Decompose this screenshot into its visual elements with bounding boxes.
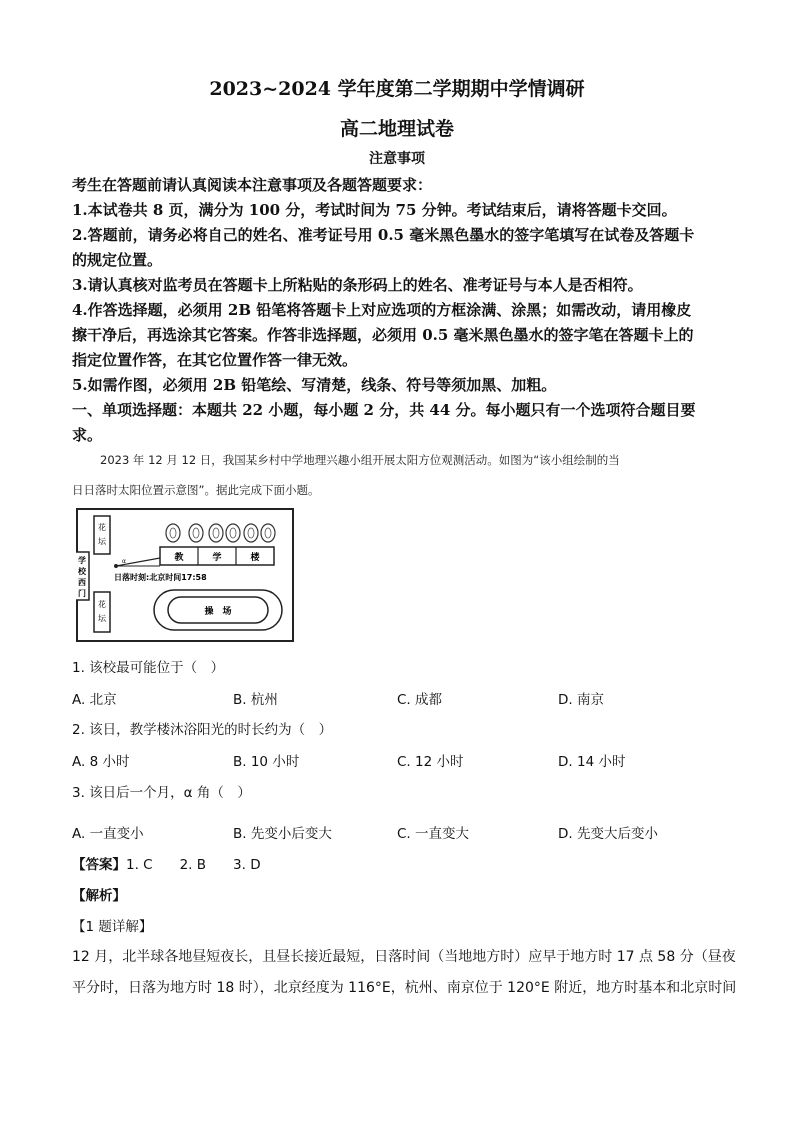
flowerbed-top-label-2: 坛 bbox=[98, 537, 106, 546]
gate-char: 校 bbox=[78, 567, 86, 576]
flowerbed-bottom bbox=[94, 592, 110, 632]
section-heading: 求。 bbox=[72, 426, 103, 444]
playground-label: 操 场 bbox=[204, 607, 232, 617]
question-stem: 1. 该校最可能位于（ ） bbox=[72, 660, 225, 676]
tree-icon bbox=[189, 524, 203, 542]
analysis-row bbox=[72, 884, 732, 904]
notice-line: 1.本试卷共 8 页，满分为 100 分，考试时间为 75 分钟。考试结束后，请将答题卡交回。 bbox=[72, 201, 677, 219]
sunset-time-label: 日落时刻:北京时间17:58 bbox=[114, 573, 207, 582]
analysis-line: 12 月，北半球各地昼短夜长，且昼长接近最短，日落时间（当地地方时）应早于地方时 17 点 58 分（昼夜 bbox=[72, 949, 736, 965]
gate-char: 门 bbox=[78, 589, 86, 598]
question-option: C. 一直变大 bbox=[397, 826, 470, 842]
notice-line: 3.请认真核对监考员在答题卡上所粘贴的条形码上的姓名、准考证号与本人是否相符。 bbox=[72, 276, 643, 294]
question-option: B. 先变小后变大 bbox=[233, 826, 332, 842]
exam-subtitle: 高二地理试卷 bbox=[339, 118, 454, 140]
tree-icon bbox=[244, 524, 258, 542]
section-heading: 一、单项选择题：本题共 22 小题，每小题 2 分，共 44 分。每小题只有一个选项符合题目要 bbox=[72, 401, 696, 419]
question-stem: 2. 该日，教学楼沐浴阳光的时长约为（ ） bbox=[72, 722, 333, 738]
building-char: 楼 bbox=[250, 553, 260, 563]
flowerbed-bottom-label-2: 坛 bbox=[98, 614, 106, 623]
notice-line: 擦干净后，再选涂其它答案。作答非选择题，必须用 0.5 毫米黑色墨水的签字笔在答题卡上的 bbox=[72, 326, 694, 344]
sun-marker bbox=[114, 564, 118, 568]
notice-line: 指定位置作答，在其它位置作答一律无效。 bbox=[72, 351, 358, 369]
analysis-line: 平分时，日落为地方时 18 时），北京经度为 116°E，杭州、南京位于 120°E 附近，地方时基本和北京时间 bbox=[72, 980, 737, 996]
question-option: D. 先变大后变小 bbox=[558, 826, 658, 842]
building-char: 教 bbox=[174, 553, 184, 563]
school-sunset-diagram bbox=[76, 508, 294, 642]
notice-line: 5.如需作图，必须用 2B 铅笔绘、写清楚，线条、符号等须加黑、加粗。 bbox=[72, 376, 557, 394]
building-char: 学 bbox=[212, 553, 222, 563]
flowerbed-bottom-label-1: 花 bbox=[98, 600, 106, 609]
analysis-label: 【解析】 bbox=[72, 888, 126, 904]
question-option: B. 杭州 bbox=[233, 692, 278, 708]
tree-icon bbox=[209, 524, 223, 542]
flowerbed-top bbox=[94, 516, 110, 554]
answer-row bbox=[72, 853, 732, 873]
notice-line: 4.作答选择题，必须用 2B 铅笔将答题卡上对应选项的方框涂满、涂黑；如需改动，请用橡皮 bbox=[72, 301, 692, 319]
notice-title: 注意事项 bbox=[369, 151, 425, 167]
teaching-building bbox=[160, 547, 274, 565]
question-option: A. 一直变小 bbox=[72, 826, 144, 842]
gate-char: 学 bbox=[78, 556, 86, 565]
tree-icon bbox=[261, 524, 275, 542]
tree-icon bbox=[166, 524, 180, 542]
answer-items: 1. C 2. B 3. D bbox=[126, 857, 261, 873]
alpha-label: α bbox=[122, 558, 126, 565]
exam-title: 2023~2024 学年度第二学期期中学情调研 bbox=[209, 78, 585, 100]
question-option: B. 10 小时 bbox=[233, 754, 300, 770]
intro-line: 2023 年 12 月 12 日，我国某乡村中学地理兴趣小组开展太阳方位观测活动。如图为“该小组绘制的当 bbox=[100, 453, 620, 467]
intro-line: 日日落时太阳位置示意图”。据此完成下面小题。 bbox=[72, 483, 320, 497]
question-stem: 3. 该日后一个月，α 角（ ） bbox=[72, 785, 251, 801]
flowerbed-top-label-1: 花 bbox=[98, 523, 106, 532]
question-option: A. 8 小时 bbox=[72, 754, 130, 770]
question-option: D. 南京 bbox=[558, 692, 604, 708]
notice-line: 考生在答题前请认真阅读本注意事项及各题答题要求： bbox=[72, 176, 433, 194]
tree-icon bbox=[226, 524, 240, 542]
answer-label: 【答案】 bbox=[72, 857, 126, 873]
notice-line: 的规定位置。 bbox=[72, 251, 163, 269]
question-option: D. 14 小时 bbox=[558, 754, 626, 770]
diagram-svg bbox=[76, 508, 294, 642]
question-option: A. 北京 bbox=[72, 692, 117, 708]
gate-char: 西 bbox=[78, 578, 86, 587]
question-option: C. 成都 bbox=[397, 692, 443, 708]
question-option: C. 12 小时 bbox=[397, 754, 464, 770]
analysis-subheading: 【1 题详解】 bbox=[72, 919, 153, 935]
notice-line: 2.答题前，请务必将自己的姓名、准考证号用 0.5 毫米黑色墨水的签字笔填写在试卷及答题卡 bbox=[72, 226, 695, 244]
